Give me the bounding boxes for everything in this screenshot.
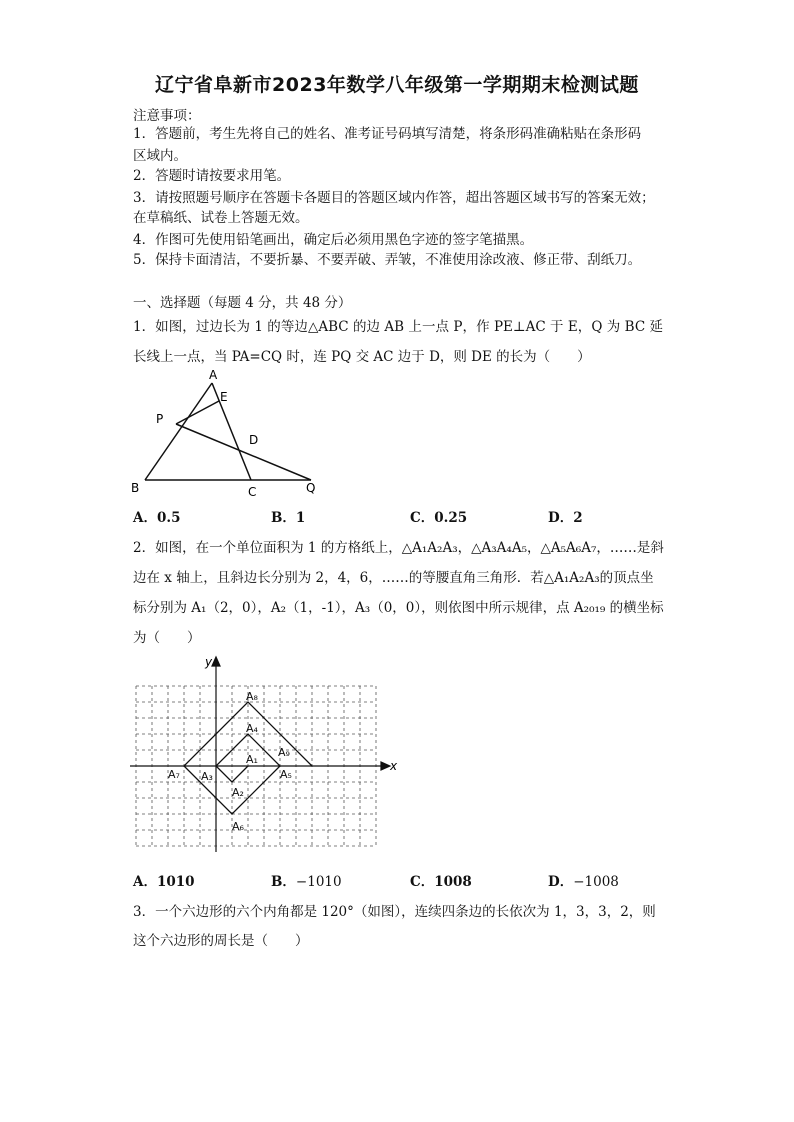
label-a8: A₈ xyxy=(246,690,258,703)
notice-line: 3．请按照题号顺序在答题卡各题目的答题区域内作答，超出答题区域书写的答案无效； xyxy=(133,190,655,206)
x-axis-label: x xyxy=(390,759,398,773)
section-heading: 一、选择题（每题 4 分，共 48 分） xyxy=(133,295,352,311)
question-2-line: 2．如图，在一个单位面积为 1 的方格纸上，△A₁A₂A₃，△A₃A₄A₅，△A₅A₆A₇，……是斜 xyxy=(133,540,664,556)
label-a4: A₄ xyxy=(246,722,258,735)
label-b: B xyxy=(131,481,140,495)
notice-line: 在草稿纸、试卷上答题无效。 xyxy=(133,210,309,226)
question-1-figure xyxy=(125,365,335,500)
label-c: C xyxy=(248,485,257,499)
question-2-line: 边在 x 轴上，且斜边长分别为 2，4，6，……的等腰直角三角形．若△A₁A₂A₃的顶点坐 xyxy=(133,570,654,586)
question-3-line: 这个六边形的周长是（ ） xyxy=(133,933,309,949)
notice-line: 5．保持卡面清洁，不要折暴、不要弄破、弄皱，不准使用涂改液、修正带、刮纸刀。 xyxy=(133,252,642,268)
notice-heading: 注意事项： xyxy=(133,108,201,124)
question-2-line: 标分别为 A₁（2，0），A₂（1，-1），A₃（0，0），则依图中所示规律，点 A₂₀₁₉ 的横坐标 xyxy=(133,600,664,616)
label-a6: A₆ xyxy=(232,820,244,833)
label-p: P xyxy=(156,412,164,426)
question-1-text: 1．如图，过边长为 1 的等边△ABC 的边 AB 上一点 P，作 PE⊥AC 于 E，Q 为 BC 延长线上一点，当 PA=CQ 时，连 PQ 交 AC 边于 D，则 DE 的长为（ ） xyxy=(133,319,663,365)
y-axis-arrow xyxy=(212,657,220,666)
y-axis-label: y xyxy=(205,655,213,669)
label-a1: A₁ xyxy=(246,753,258,766)
option-a[interactable]: A．0.5 xyxy=(133,510,181,526)
option-c[interactable]: C．0.25 xyxy=(410,510,468,526)
label-a5: A₅ xyxy=(280,768,292,781)
question-2-line: 为（ ） xyxy=(133,630,201,646)
side-ab xyxy=(145,383,212,480)
segment-pq xyxy=(176,424,311,480)
question-2-options xyxy=(133,870,673,890)
label-a9: A₉ xyxy=(278,746,290,759)
option-d[interactable]: D．−1008 xyxy=(548,874,619,890)
option-d[interactable]: D．2 xyxy=(548,510,583,526)
option-b[interactable]: B．−1010 xyxy=(271,874,342,890)
label-d: D xyxy=(249,433,259,447)
notice-line: 区域内。 xyxy=(133,148,187,164)
notice-line: 2．答题时请按要求用笔。 xyxy=(133,168,291,184)
question-1-options xyxy=(133,506,673,526)
option-a[interactable]: A．1010 xyxy=(133,874,195,890)
question-2-figure xyxy=(128,652,408,852)
page-title: 辽宁省阜新市2023年数学八年级第一学期期末检测试题 xyxy=(155,74,639,96)
x-axis-arrow xyxy=(381,762,390,770)
side-ac xyxy=(212,383,251,480)
label-a2: A₂ xyxy=(232,786,244,799)
notice-line: 4．作图可先使用铅笔画出，确定后必须用黑色字迹的签字笔描黑。 xyxy=(133,232,534,248)
label-e: E xyxy=(220,390,228,404)
label-a3: A₃ xyxy=(201,770,213,783)
label-q: Q xyxy=(306,481,316,495)
notice-line: 1．答题前，考生先将自己的姓名、准考证号码填写清楚，将条形码准确粘贴在条形码 xyxy=(133,126,642,142)
question-3-line: 3．一个六边形的六个内角都是 120°（如图），连续四条边的长依次为 1，3，3，2，则 xyxy=(133,904,656,920)
option-b[interactable]: B．1 xyxy=(271,510,306,526)
label-a7: A₇ xyxy=(168,768,180,781)
option-c[interactable]: C．1008 xyxy=(410,874,472,890)
label-a: A xyxy=(209,368,218,382)
